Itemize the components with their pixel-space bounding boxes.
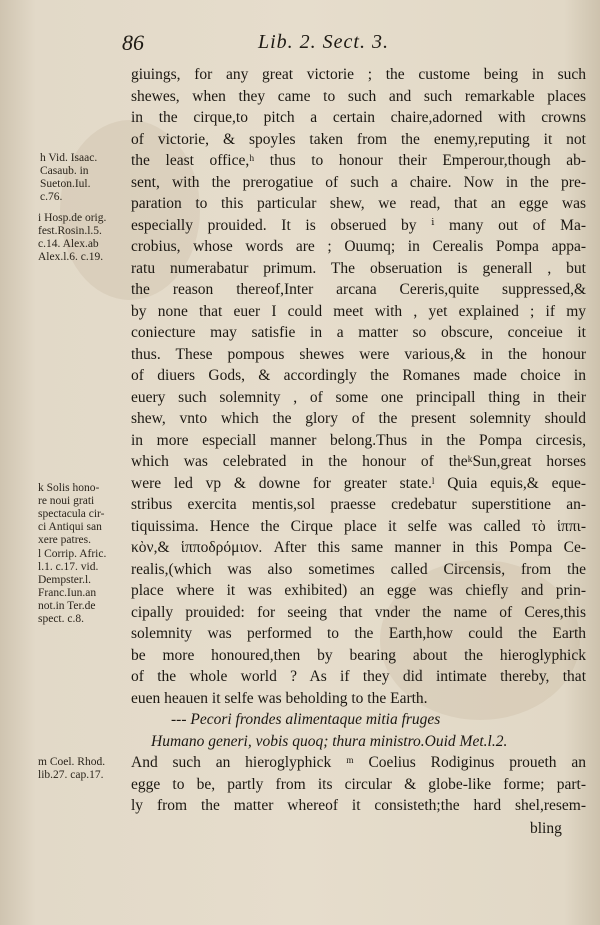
text-line: in more especiall manner belong.Thus in the Pompa circesis, (131, 431, 586, 449)
text-line: And such an hieroglyphick ᵐ Coelius Rodiginus proueth an (131, 754, 586, 771)
text-line: egge to be, partly from its circular & globe-like forme; part- (131, 775, 586, 793)
text-line: κὸν,& ἱπποδρόμιον. After this same manner in this Pompa Ce- (131, 539, 586, 556)
page-header (0, 30, 600, 60)
text-line: the least office,ʰ thus to honour their Emperour,though ab- (131, 152, 586, 169)
body-text (131, 64, 586, 817)
text-line: shew, vnto which the glory of the present solemnity should (131, 410, 586, 427)
margin-note-k: k Solis hono- re noui grati spectacula cir- ci Antiqui san xere patres. (38, 482, 105, 546)
margin-note-l: l Corrip. Afric. l.1. c.17. vid. Dempster.l. Franc.Iun.an not.in Ter.de spect. c.8. (38, 548, 107, 625)
page-number: 86 (122, 30, 144, 55)
text-line: by none that euer I could meet with , yet explained ; if my (131, 302, 586, 320)
verse-line: Humano generi, vobis quoq; thura ministro.Ouid Met.l.2. (151, 732, 508, 750)
text-line: solemnity was performed to the Earth,how could the Earth (131, 625, 586, 642)
verse-line: --- Pecori frondes alimentaque mitia fruges (171, 711, 441, 728)
text-line: of the whole world ? As if they did intimate thereby, that (131, 668, 586, 685)
text-line: were led vp & downe for greater state.ˡ Quia equis,& eque- (131, 474, 586, 492)
text-line: giuings, for any great victorie ; the custome being in such (131, 66, 586, 83)
text-line: euery such solemnity , of some one principall thing in their (131, 388, 586, 406)
text-line: shewes, when they came to such and such remarkable places (131, 87, 586, 105)
text-line: ratu numerabatur primum. The obseruation is generall , but (131, 259, 586, 277)
margin-note-m: m Coel. Rhod. lib.27. cap.17. (38, 756, 106, 781)
margin-note-h: h Vid. Isaac. Casaub. in Sueton.Iul. c.76. (40, 152, 98, 203)
text-line: stribus exercita mentis,sol praesse credebatur superstitione an- (131, 496, 586, 513)
text-line: euen heauen it selfe was beholding to the Earth. (131, 689, 428, 707)
text-line: coniecture may satisfie in a matter so obscure, conceiue it (131, 324, 586, 341)
text-line: realis,(which was also sometimes called Circensis, from the (131, 560, 586, 578)
text-line: of diuers Gods, & accordingly the Romanes made choice in (131, 367, 586, 384)
text-line: place where it was exhibited) an egge was chiefly and prin- (131, 582, 586, 599)
catchword: bling (530, 820, 562, 837)
text-line: sent, with the prerogatiue of such a chaire. Now in the pre- (131, 173, 586, 191)
text-line: cipally prouided: for seeing that vnder the name of Ceres,this (131, 603, 586, 621)
text-line: in the cirque,to pitch a certain chaire,adorned with crowns (131, 109, 586, 126)
text-line: crobius, whose words are ; Ouumq; in Cerealis Pompa appa- (131, 238, 586, 255)
running-head: Lib. 2. Sect. 3. (258, 31, 389, 53)
text-line: be more honoured,then by bearing about the hieroglyphick (131, 646, 586, 664)
text-line: paration to this particular shew, we read, that an egge was (131, 195, 586, 212)
text-line: ly from the matter whereof it consisteth;the hard shel,resem- (131, 797, 586, 814)
text-line: the reason thereof,Inter arcana Cereris,quite suppressed,& (131, 281, 586, 298)
text-line: especially prouided. It is obserued by ⁱ many out of Ma- (131, 216, 586, 234)
text-line: which was celebrated in the honour of theᵏSun,great horses (131, 453, 586, 470)
text-line: of victorie, & spoyles taken from the enemy,reputing it not (131, 130, 586, 148)
text-line: tiquissima. Hence the Cirque place it selfe was called τὸ ἱππι- (131, 517, 586, 535)
margin-note-i: i Hosp.de orig. fest.Rosin.l.5. c.14. Alex.ab Alex.l.6. c.19. (38, 212, 107, 263)
text-line: thus. These pompous shewes were various,& in the honour (131, 345, 586, 363)
